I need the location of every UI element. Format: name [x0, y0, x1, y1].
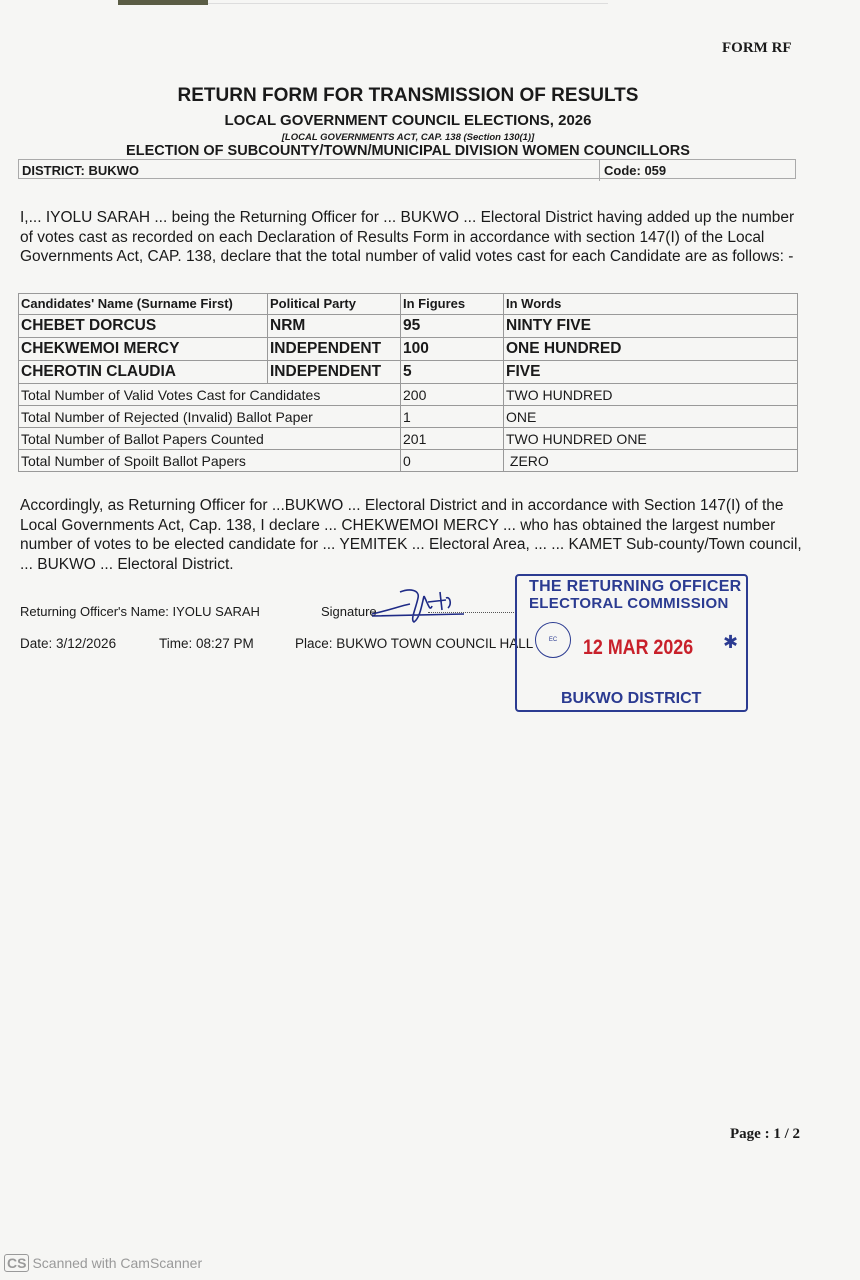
camscanner-watermark: [4, 1254, 202, 1272]
candidate-votes-figures: 5: [401, 361, 504, 384]
intro-paragraph: I,... IYOLU SARAH ... being the Returning Officer for ... BUKWO ... Electoral District having added up the number of votes cast as recorded on each Declaration of Results Form in accordance with section 147(I) of the Local Governments Act, CAP. 138, declare that the total number of valid votes cast for each Candidate are as follows: -: [20, 209, 795, 265]
official-stamp: [515, 574, 748, 712]
candidate-party: INDEPENDENT: [268, 338, 401, 361]
returning-officer-name: Returning Officer's Name: IYOLU SARAH: [20, 604, 260, 619]
total-figures: 0: [401, 450, 504, 472]
document-title: RETURN FORM FOR TRANSMISSION OF RESULTS: [177, 85, 639, 106]
electoral-commission-seal-icon: EC: [535, 622, 571, 658]
table-header-row: [19, 294, 798, 315]
total-label: Total Number of Rejected (Invalid) Ballot Paper: [19, 406, 401, 428]
candidate-votes-figures: 95: [401, 315, 504, 338]
ballots-counted-row: [19, 428, 798, 450]
results-table: [18, 293, 798, 472]
declaration-date: Date: 3/12/2026: [20, 636, 117, 651]
total-figures: 200: [401, 384, 504, 406]
header-in-words: In Words: [504, 294, 798, 315]
candidate-party: INDEPENDENT: [268, 361, 401, 384]
candidate-row: [19, 338, 798, 361]
signature-mark: [370, 584, 465, 624]
declaration-place: Place: BUKWO TOWN COUNCIL HALL: [295, 636, 534, 651]
header-in-figures: In Figures: [401, 294, 504, 315]
candidate-votes-words: NINTY FIVE: [504, 315, 798, 338]
candidate-name: CHEBET DORCUS: [19, 315, 268, 338]
stamp-line-1: THE RETURNING OFFICER: [529, 578, 742, 595]
total-label: Total Number of Valid Votes Cast for Candidates: [19, 384, 401, 406]
total-words: TWO HUNDRED ONE: [504, 428, 798, 450]
stamp-date: 12 MAR 2026: [583, 636, 694, 659]
star-icon: ✱: [723, 632, 739, 652]
candidate-row: [19, 361, 798, 384]
district-name: DISTRICT: BUKWO: [22, 163, 139, 178]
total-figures: 201: [401, 428, 504, 450]
stamp-line-2: ELECTORAL COMMISSION: [529, 595, 729, 612]
legal-reference: [LOCAL GOVERNMENTS ACT, CAP. 138 (Section 130(1)]: [281, 132, 535, 143]
election-type: ELECTION OF SUBCOUNTY/TOWN/MUNICIPAL DIVISION WOMEN COUNCILLORS: [126, 143, 690, 159]
candidate-name: CHEROTIN CLAUDIA: [19, 361, 268, 384]
scan-edge-artifact: [118, 0, 208, 5]
total-words: ONE: [504, 406, 798, 428]
candidate-votes-words: FIVE: [504, 361, 798, 384]
candidate-votes-figures: 100: [401, 338, 504, 361]
header-candidate-name: Candidates' Name (Surname First): [19, 294, 268, 315]
total-figures: 1: [401, 406, 504, 428]
page-number: Page : 1 / 2: [730, 1126, 800, 1142]
declaration-paragraph: Accordingly, as Returning Officer for ...BUKWO ... Electoral District and in accordance with Section 147(I) of the Local Governments Act, Cap. 138, I declare ... CHEKWEMOI MERCY ... who has obtained the largest number number of votes to be elected candidate for ... YEMITEK ... Electoral Area, ... ... KAMET Sub-county/Town council, ... BUKWO ... Electoral District.: [20, 497, 802, 573]
total-words: TWO HUNDRED: [504, 384, 798, 406]
total-words: ZERO: [504, 450, 798, 472]
declaration-time: Time: 08:27 PM: [159, 636, 254, 651]
district-code: Code: 059: [599, 160, 670, 181]
district-row: [18, 159, 796, 179]
candidate-votes-words: ONE HUNDRED: [504, 338, 798, 361]
total-label: Total Number of Ballot Papers Counted: [19, 428, 401, 450]
watermark-text: Scanned with CamScanner: [32, 1255, 203, 1271]
signature-label: Signature: [321, 604, 377, 619]
candidate-name: CHEKWEMOI MERCY: [19, 338, 268, 361]
stamp-district: BUKWO DISTRICT: [561, 690, 702, 707]
form-code: FORM RF: [722, 40, 792, 56]
spoilt-ballots-row: [19, 450, 798, 472]
total-label: Total Number of Spoilt Ballot Papers: [19, 450, 401, 472]
candidate-party: NRM: [268, 315, 401, 338]
rejected-ballots-row: [19, 406, 798, 428]
header-political-party: Political Party: [268, 294, 401, 315]
scan-edge-line: [208, 3, 608, 4]
candidate-row: [19, 315, 798, 338]
camscanner-logo-icon: CS: [4, 1254, 29, 1272]
document-subtitle: LOCAL GOVERNMENT COUNCIL ELECTIONS, 2026: [224, 112, 592, 129]
total-valid-votes-row: [19, 384, 798, 406]
